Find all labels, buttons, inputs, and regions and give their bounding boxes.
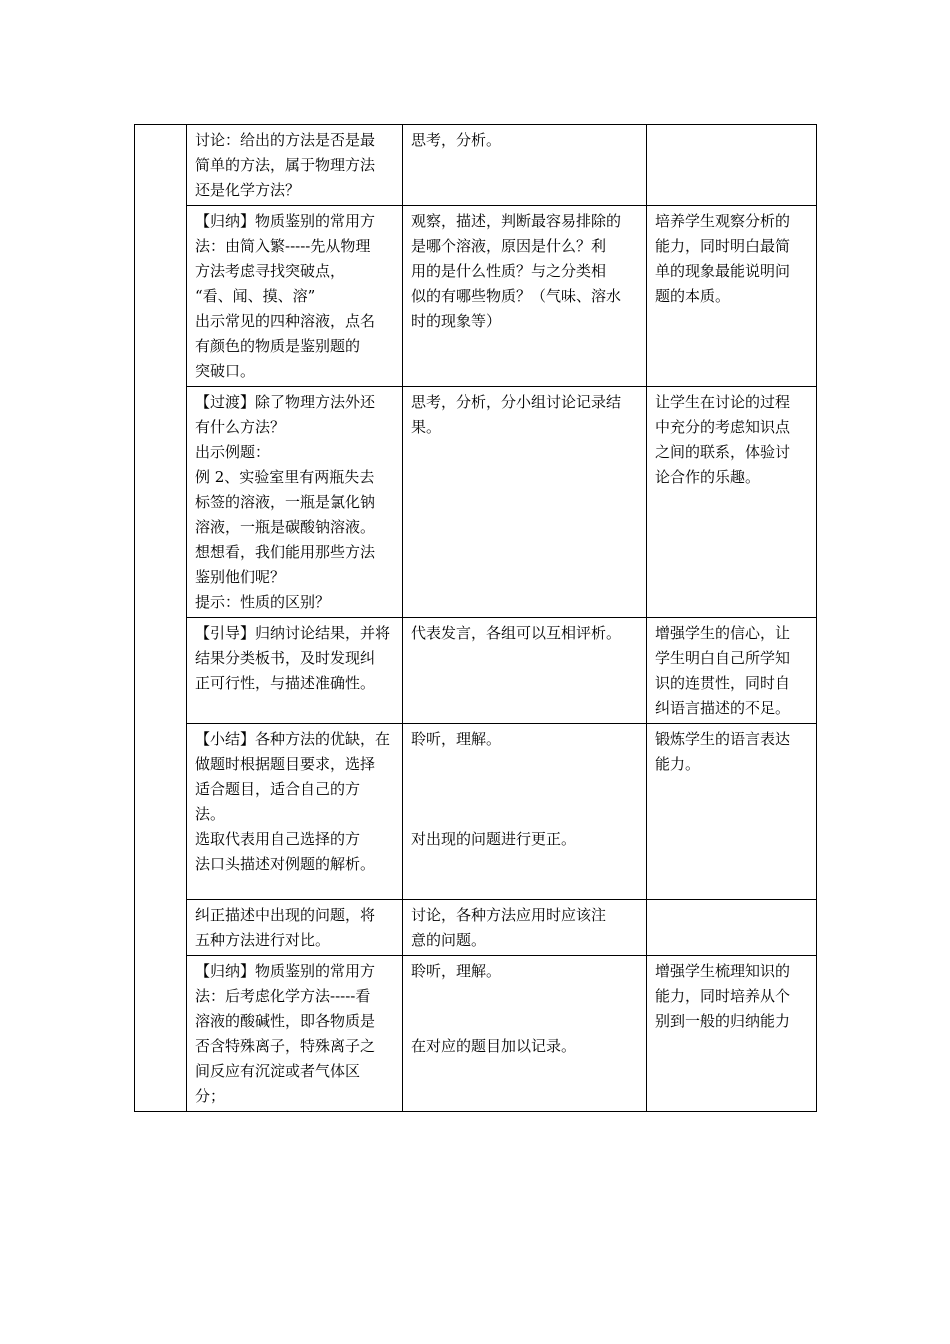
cell-text-line: 别到一般的归纳能力: [655, 1012, 791, 1030]
cell-text-line: 提示：性质的区别？: [195, 593, 331, 611]
cell-text-line: 出示常见的四种溶液，点名: [195, 312, 376, 330]
student-activity-cell: [403, 956, 647, 1112]
cell-text-line: “看、闻、摸、溶”: [195, 287, 316, 305]
cell-text-line: 之间的联系，体验讨: [655, 443, 791, 461]
cell-text-line: 鉴别他们呢？: [195, 568, 286, 586]
teacher-activity-cell: [187, 900, 403, 956]
cell-text-line: 间反应有沉淀或者气体区: [195, 1062, 361, 1080]
cell-text-line: 能力，同时明白最简: [655, 237, 791, 255]
table-row: [135, 956, 817, 1112]
cell-text-line: 思考，分析，分小组讨论记录结: [411, 393, 622, 411]
cell-text-line: 否含特殊离子，特殊离子之: [195, 1037, 376, 1055]
table-body: [135, 125, 817, 1112]
cell-text-line: 简单的方法，属于物理方法: [195, 156, 376, 174]
student-activity-cell: [403, 206, 647, 387]
cell-text-line: 突破口。: [195, 362, 256, 380]
design-intent-cell: [647, 724, 817, 900]
stage-column-cell: [135, 125, 187, 1112]
cell-text-line: 果。: [411, 418, 442, 436]
table-row: [135, 206, 817, 387]
cell-text-line: 分；: [195, 1087, 226, 1105]
cell-text-line: 有什么方法？: [195, 418, 286, 436]
cell-text-line: 学生明白自己所学知: [655, 649, 791, 667]
cell-text-line: 增强学生梳理知识的: [655, 962, 791, 980]
cell-text-line: 用的是什么性质？与之分类相: [411, 262, 607, 280]
design-intent-cell: [647, 618, 817, 724]
cell-text-line: 有颜色的物质是鉴别题的: [195, 337, 361, 355]
table-row: [135, 387, 817, 618]
teacher-activity-cell: [187, 618, 403, 724]
cell-text-line: 对出现的问题进行更正。: [411, 830, 577, 848]
table-row: [135, 618, 817, 724]
cell-text-line: [411, 752, 638, 777]
cell-text-line: 能力。: [655, 755, 701, 773]
cell-text-line: 法：后考虑化学方法-----看: [195, 987, 371, 1005]
cell-text-line: 【归纳】物质鉴别的常用方: [195, 962, 376, 980]
cell-text-line: 还是化学方法？: [195, 181, 301, 199]
student-activity-cell: [403, 387, 647, 618]
cell-text-line: 【过渡】除了物理方法外还: [195, 393, 376, 411]
cell-text-line: 思考，分析。: [411, 131, 502, 149]
cell-text-line: 讨论：给出的方法是否是最: [195, 131, 376, 149]
cell-text-line: 锻炼学生的语言表达: [655, 730, 791, 748]
cell-text-line: 在对应的题目加以记录。: [411, 1037, 577, 1055]
cell-text-line: 【归纳】物质鉴别的常用方: [195, 212, 376, 230]
table-row: [135, 724, 817, 900]
cell-text-line: 方法考虑寻找突破点，: [195, 262, 346, 280]
cell-text-line: 结果分类板书，及时发现纠: [195, 649, 376, 667]
cell-text-line: 选取代表用自己选择的方: [195, 830, 361, 848]
cell-text-line: 识的连贯性，同时自: [655, 674, 791, 692]
cell-text-line: 五种方法进行对比。: [195, 931, 331, 949]
student-activity-cell: [403, 724, 647, 900]
cell-text-line: 纠正描述中出现的问题，将: [195, 906, 376, 924]
teacher-activity-cell: [187, 956, 403, 1112]
cell-text-line: 法口头描述对例题的解析。: [195, 855, 376, 873]
cell-text-line: 培养学生观察分析的: [655, 212, 791, 230]
cell-text-line: 纠语言描述的不足。: [655, 699, 791, 717]
teacher-activity-cell: [187, 387, 403, 618]
lesson-plan-table: [134, 124, 817, 1112]
cell-text-line: 适合题目，适合自己的方: [195, 780, 361, 798]
cell-text-line: 正可行性，与描述准确性。: [195, 674, 376, 692]
design-intent-cell: [647, 206, 817, 387]
cell-text-line: 意的问题。: [411, 931, 487, 949]
cell-text-line: 【小结】各种方法的优缺，在: [195, 730, 391, 748]
cell-text-line: [411, 802, 638, 827]
cell-text-line: 聆听，理解。: [411, 730, 502, 748]
cell-text-line: 出示例题：: [195, 443, 271, 461]
cell-text-line: 例 2、实验室里有两瓶失去: [195, 468, 375, 486]
cell-text-line: 题的本质。: [655, 287, 731, 305]
cell-text-line: [411, 984, 638, 1009]
cell-text-line: 是哪个溶液，原因是什么？利: [411, 237, 607, 255]
cell-text-line: 做题时根据题目要求，选择: [195, 755, 376, 773]
teacher-activity-cell: [187, 125, 403, 206]
cell-text-line: 溶液，一瓶是碳酸钠溶液。: [195, 518, 376, 536]
cell-text-line: 似的有哪些物质？（气味、溶水: [411, 287, 622, 305]
cell-text-line: 溶液的酸碱性，即各物质是: [195, 1012, 376, 1030]
student-activity-cell: [403, 125, 647, 206]
cell-text-line: 中充分的考虑知识点: [655, 418, 791, 436]
design-intent-cell: [647, 900, 817, 956]
cell-text-line: 增强学生的信心，让: [655, 624, 791, 642]
cell-text-line: 法。: [195, 805, 226, 823]
table-row: [135, 900, 817, 956]
cell-text-line: 【引导】归纳讨论结果，并将: [195, 624, 391, 642]
cell-text-line: 论合作的乐趣。: [655, 468, 761, 486]
cell-text-line: 想想看，我们能用那些方法: [195, 543, 376, 561]
cell-text-line: 能力，同时培养从个: [655, 987, 791, 1005]
teacher-activity-cell: [187, 724, 403, 900]
cell-text-line: [411, 777, 638, 802]
design-intent-cell: [647, 125, 817, 206]
teacher-activity-cell: [187, 206, 403, 387]
cell-text-line: [411, 1009, 638, 1034]
design-intent-cell: [647, 956, 817, 1112]
cell-text-line: 观察，描述，判断最容易排除的: [411, 212, 622, 230]
cell-text-line: 时的现象等）: [411, 312, 502, 330]
cell-text-line: 让学生在讨论的过程: [655, 393, 791, 411]
student-activity-cell: [403, 618, 647, 724]
design-intent-cell: [647, 387, 817, 618]
cell-text-line: 聆听，理解。: [411, 962, 502, 980]
student-activity-cell: [403, 900, 647, 956]
table-row: [135, 125, 817, 206]
cell-text-line: 标签的溶液，一瓶是氯化钠: [195, 493, 376, 511]
cell-text-line: 单的现象最能说明问: [655, 262, 791, 280]
cell-text-line: 代表发言，各组可以互相评析。: [411, 624, 622, 642]
cell-text-line: 讨论，各种方法应用时应该注: [411, 906, 607, 924]
cell-text-line: 法：由简入繁-----先从物理: [195, 237, 371, 255]
